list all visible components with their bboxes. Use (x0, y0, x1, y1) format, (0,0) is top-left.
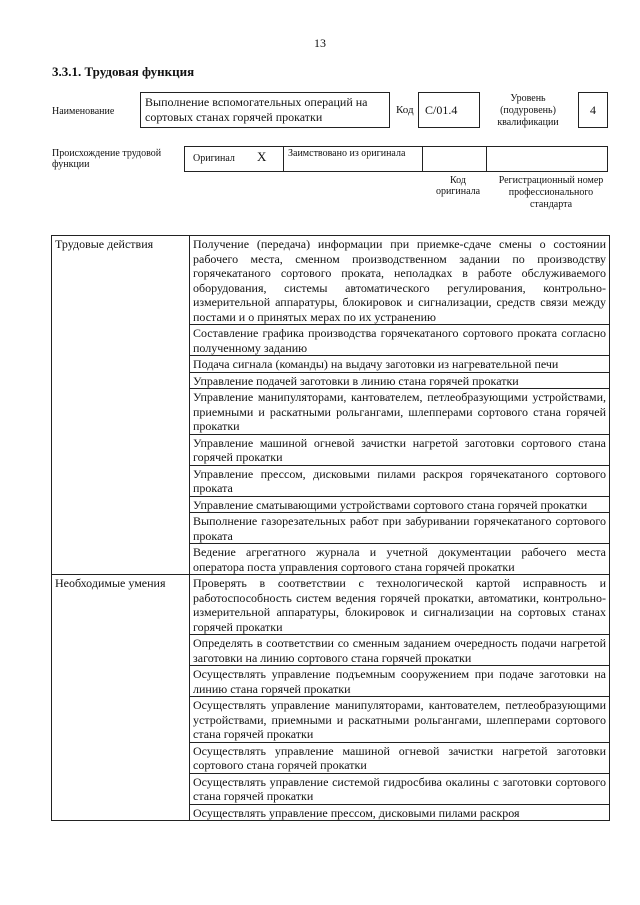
section-title: Необходимые умения (52, 575, 190, 821)
table-cell: Подача сигнала (команды) на выдачу заготовки из нагревательной печи (190, 356, 610, 373)
table-cell: Осуществлять управление машиной огневой зачистки нагретой заготовки сортового стана горячей прокатки (190, 742, 610, 773)
original-mark: X (257, 149, 267, 164)
function-name-box: Выполнение вспомогательных операций на сортовых станах горячей прокатки (140, 92, 390, 128)
table-cell: Управление прессом, дисковыми пилами раскроя горячекатаного сортового проката (190, 465, 610, 496)
table-cell: Составление графика производства горячекатаного сортового проката согласно полученному заданию (190, 325, 610, 356)
table-cell: Получение (передача) информации при приемке-сдаче смены о состоянии рабочего места, сменном производственном задании по производству горячекатаного сортового проката, неполадках в работе обслуживаемого оборудования, системы автоматического регулирования, контрольно-измерительной аппаратуры, блокировок и сигнализации, средств связи между постами и о принятых мерах по их устранению (190, 236, 610, 325)
table-cell: Управление подачей заготовки в линию стана горячей прокатки (190, 372, 610, 389)
table-cell: Осуществлять управление прессом, дисковыми пилами раскроя (190, 804, 610, 821)
section-heading: 3.3.1. Трудовая функция (52, 64, 195, 79)
table-cell: Выполнение газорезательных работ при забуривании горячекатаного сортового проката (190, 513, 610, 544)
origin-label: Происхождение трудовой функции (52, 148, 162, 170)
table-cell: Управление сматывающими устройствами сортового стана горячей прокатки (190, 496, 610, 513)
code-original-cell (422, 146, 487, 172)
table-cell: Управление машиной огневой зачистки нагретой заготовки сортового стана горячей прокатки (190, 434, 610, 465)
table-cell: Осуществлять управление манипуляторами, кантователем, петлеобразующими устройствами, приемными и раскатными рольгангами, шлепперами сортового стана горячей прокатки (190, 697, 610, 743)
code-label: Код (396, 104, 414, 116)
table-cell: Осуществлять управление подъемным сооружением при подаче заготовки на линию стана горячей прокатки (190, 666, 610, 697)
origin-row (185, 146, 610, 172)
level-label: Уровень (подуровень) квалификации (497, 93, 559, 128)
page-number: 13 (314, 36, 326, 50)
borrowed-cell: Заимствовано из оригинала (283, 146, 423, 172)
table-cell: Управление манипуляторами, кантователем, петлеобразующими устройствами, приемными и раскатными рольгангами, шлепперами сортового стана горячей прокатки (190, 389, 610, 435)
table-cell: Осуществлять управление системой гидросбива окалины с заготовки сортового стана горячей прокатки (190, 773, 610, 804)
table-cell: Проверять в соответствии с технологической картой исправность и работоспособность систем ведения горячей прокатки, автоматики, контрольно-измерительной аппаратуры, блокировок и сигнализации на сортовых станах горячей прокатки (190, 575, 610, 635)
table-cell: Ведение агрегатного журнала и учетной документации рабочего места оператора поста управления сортового стана горячей прокатки (190, 544, 610, 575)
original-cell (184, 146, 284, 172)
original-label: Оригинал (193, 153, 235, 164)
name-label: Наименование (52, 106, 115, 117)
table-row (52, 575, 610, 635)
table-cell: Определять в соответствии со сменным заданием очередность подачи нагретой заготовки на линию сортового стана горячей прокатки (190, 635, 610, 666)
table-row (52, 236, 610, 325)
code-original-label: Код оригинала (435, 175, 481, 197)
section-title: Трудовые действия (52, 236, 190, 575)
code-box: C/01.4 (418, 92, 480, 128)
level-box: 4 (578, 92, 608, 128)
registration-label: Регистрационный номер профессионального стандарта (498, 175, 604, 210)
registration-cell (486, 146, 608, 172)
function-table (51, 235, 610, 821)
